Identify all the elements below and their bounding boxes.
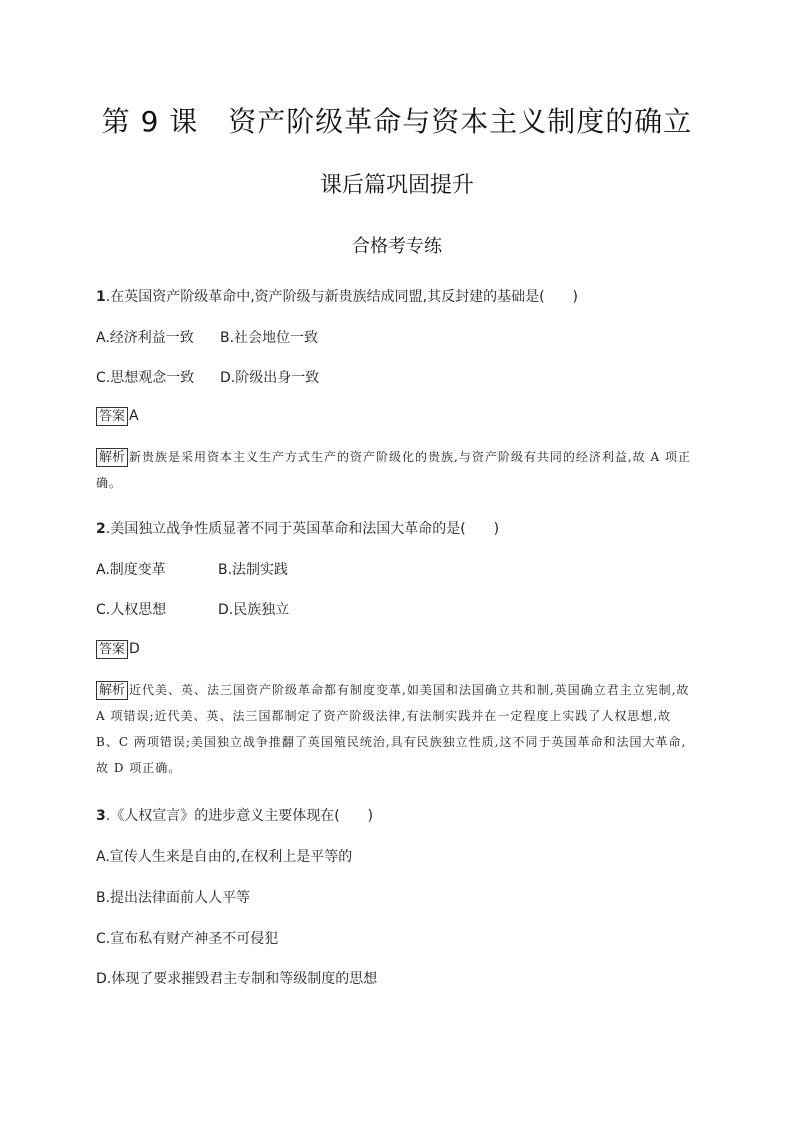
option-c: C.人权思想 [96, 602, 167, 618]
option-c: C.思想观念一致 [96, 370, 195, 386]
question-number: 2 [96, 521, 106, 537]
analysis-tag: 解析 [96, 448, 128, 467]
option-a: A.经济利益一致 [96, 330, 194, 346]
question-3-option-d: D.体现了要求摧毁君主专制和等级制度的思想 [96, 971, 378, 987]
option-b: B.法制实践 [218, 562, 289, 578]
page-subtitle: 课后篇巩固提升 [319, 173, 474, 198]
question-1-answer [96, 407, 139, 426]
answer-tag: 答案 [96, 407, 128, 426]
question-3-option-a: A.宣传人生来是自由的,在权利上是平等的 [96, 849, 353, 865]
option-a: A.制度变革 [96, 562, 166, 578]
analysis-tag: 解析 [96, 681, 128, 700]
lesson-number: 第 9 课 [101, 105, 199, 138]
answer-value: A [129, 408, 139, 424]
question-1-options-row-2 [96, 367, 319, 387]
answer-tag: 答案 [96, 640, 128, 659]
question-2-analysis [96, 677, 696, 781]
option-d: D.民族独立 [218, 602, 290, 618]
answer-value: D [129, 641, 140, 657]
question-2-stem [96, 518, 499, 538]
section-heading: 合格考专练 [352, 236, 442, 257]
question-number: 3 [96, 808, 106, 824]
question-2-options-row-2 [96, 599, 289, 619]
question-1-analysis [96, 444, 696, 496]
page-title [0, 100, 794, 140]
analysis-text: 新贵族是采用资本主义生产方式生产的资产阶级化的贵族,与资产阶级有共同的经济利益,故 A 项正确。 [96, 450, 691, 490]
question-3-stem [96, 805, 373, 825]
analysis-text: 近代美、英、法三国资产阶级革命都有制度变革,如美国和法国确立共和制,英国确立君主立宪制,故 A 项错误;近代美、英、法三国都制定了资产阶级法律,有法制实践并在一定程度上实践了人权思想,故 B、C 两项错误;美国独立战争推翻了英国殖民统治,具有民族独立性质,这不同于英国革命和法国大革命,故 D 项正确。 [96, 683, 690, 775]
lesson-name: 资产阶级革命与资本主义制度的确立 [228, 105, 693, 138]
question-2-answer [96, 640, 140, 659]
option-b: B.社会地位一致 [220, 330, 319, 346]
question-text: .美国独立战争性质显著不同于英国革命和法国大革命的是( ) [105, 521, 500, 537]
question-text: .《人权宣言》的进步意义主要体现在( ) [105, 808, 374, 824]
question-number: 1 [96, 289, 106, 305]
question-3-option-c: C.宣布私有财产神圣不可侵犯 [96, 931, 279, 947]
question-1-options-row-1 [96, 327, 318, 347]
question-1-stem [96, 286, 578, 306]
question-2-options-row-1 [96, 559, 288, 579]
option-d: D.阶级出身一致 [220, 370, 320, 386]
question-text: .在英国资产阶级革命中,资产阶级与新贵族结成同盟,其反封建的基础是( ) [105, 289, 579, 305]
question-3-option-b: B.提出法律面前人人平等 [96, 890, 251, 906]
